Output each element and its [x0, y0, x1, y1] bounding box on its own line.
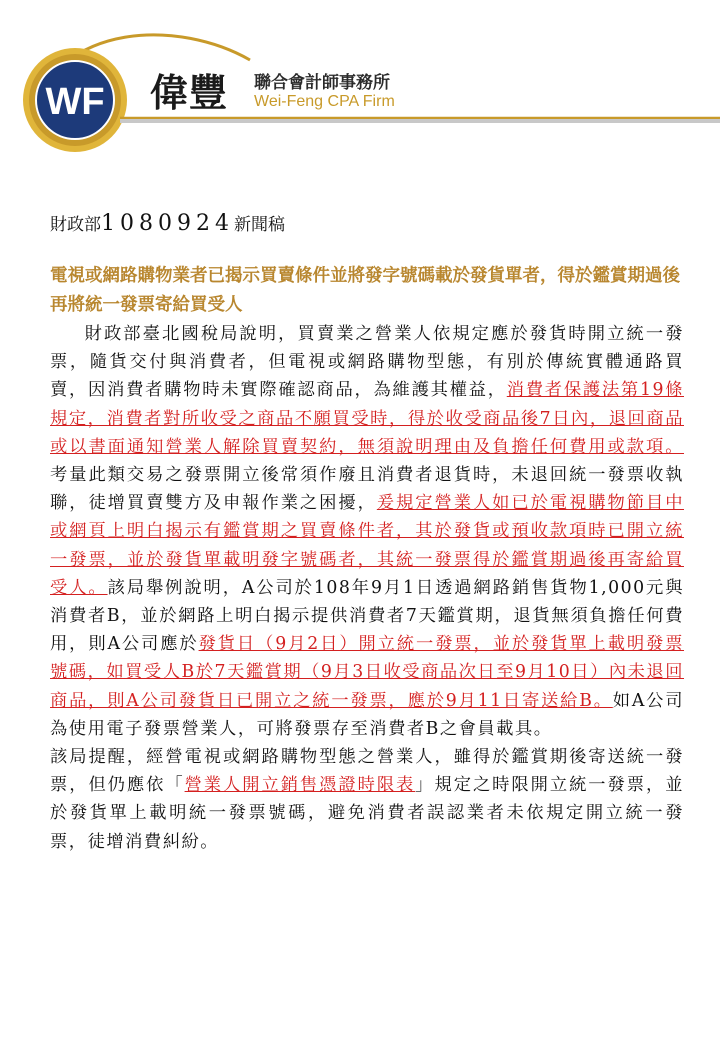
paragraph-2-text-2: 」規定之時限開立統一發票，並於發貨單上載明統一發票號碼，避免消費者誤認業者未依規定開立統一發票，徒增消費糾紛。 [50, 775, 684, 852]
paragraph-1-text-4: 如A公司為使用電子發票營業人，可將發票存至消費者B之會員載具。 [50, 690, 685, 739]
paragraph-2 [50, 743, 684, 856]
firm-subtitle: 聯合會計師事務所 [254, 73, 390, 93]
paragraph-1-text-3: 該局舉例說明，A公司於108年9月1日透過網路銷售貨物1,000元與消費者B，並於網路上明白揭示提供消費者7天鑑賞期，退貨無須負擔任何費用，則A公司應於 [50, 577, 684, 655]
paragraph-1 [50, 320, 684, 743]
article-body [50, 320, 684, 856]
paragraph-2-text-1: 該局提醒，經營電視或網路購物型態之營業人，雖得於鑑賞期後寄送統一發票，但仍應依「 [50, 747, 684, 796]
release-suffix: 新聞稿 [233, 215, 285, 235]
highlight-time-table: 營業人開立銷售憑證時限表 [184, 775, 416, 796]
release-date: 1080924 [101, 211, 234, 236]
firm-name-en: Wei-Feng CPA Firm [254, 93, 395, 110]
highlight-regulation: 爰規定營業人如已於電視購物節目中或網頁上明白揭示有鑑賞期之買賣條件者，其於發貨或預收款項時已開立統一發票，並於發貨單載明發字號碼者，其統一發票得於鑑賞期過後再寄給買受人。 [50, 493, 684, 598]
highlight-example: 發貨日（9月2日）開立統一發票，並於發貨單上載明發票號碼，如買受人B於7天鑑賞期（9月3日收受商品次日至9月10日）內未退回商品，則A公司發貨日已開立之統一發票，應於9月11日寄送給B。 [50, 634, 684, 711]
letterhead [0, 0, 720, 170]
logo-text: WF [45, 81, 105, 123]
paragraph-1-text-2: 考量此類交易之發票開立後常須作廢且消費者退貨時，未退回統一發票收執聯，徒增買賣雙方及申報作業之困擾， [50, 465, 684, 514]
paragraph-1-text-1: 財政部臺北國稅局說明，買賣業之營業人依規定應於發貨時開立統一發票，隨貨交付與消費者，但電視或網路購物型態，有別於傳統實體通路買賣，因消費者購物時未實際確認商品，為維護其權益， [50, 324, 684, 401]
release-prefix: 財政部 [50, 215, 101, 235]
firm-name-cn: 偉豐 [150, 71, 229, 115]
release-line [50, 210, 285, 236]
highlight-consumer-protection: 消費者保護法第19條規定，消費者對所收受之商品不願買受時，得於收受商品後7日內，退回商品或以書面通知營業人解除買賣契約，無須說明理由及負擔任何費用或款項。 [50, 380, 684, 457]
page-title: 電視或網路購物業者已揭示買賣條件並將發字號碼載於發貨單者，得於鑑賞期過後再將統一發票寄給買受人 [50, 266, 680, 315]
